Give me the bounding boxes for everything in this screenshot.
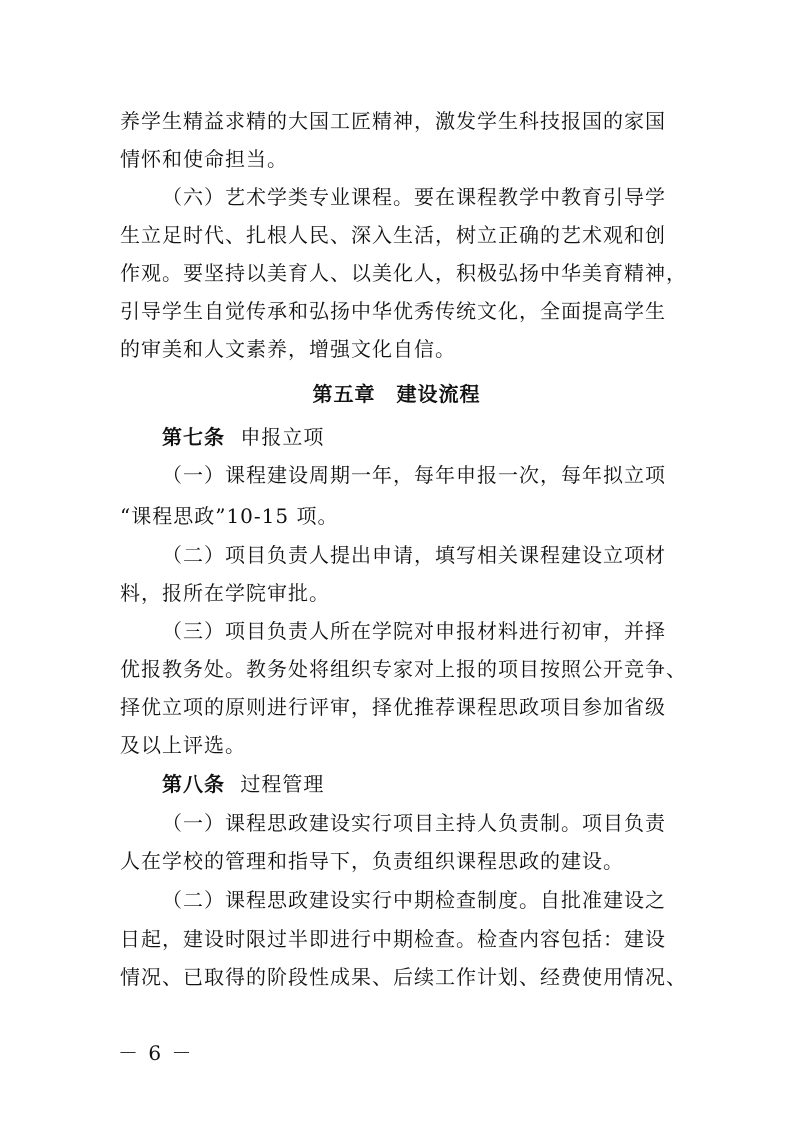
body-line: （一）课程思政建设实行项目主持人负责制。项目负责 xyxy=(162,811,666,835)
body-line: 情况、已取得的阶段性成果、后续工作计划、经费使用情况、 xyxy=(120,965,687,989)
body-line: 日起，建设时限过半即进行中期检查。检查内容包括：建设 xyxy=(120,927,666,951)
body-line: 养学生精益求精的大国工匠精神，激发学生科技报国的家国 xyxy=(120,109,666,133)
body-line: （二）项目负责人提出申请，填写相关课程建设立项材 xyxy=(162,543,666,567)
body-line: （二）课程思政建设实行中期检查制度。自批准建设之 xyxy=(162,888,666,912)
body-line: （六）艺术学类专业课程。要在课程教学中教育引导学 xyxy=(162,185,666,209)
body-line: 及以上评选。 xyxy=(120,733,246,757)
body-line: 料，报所在学院审批。 xyxy=(120,581,330,605)
body-line: 作观。要坚持以美育人、以美化人，积极弘扬中华美育精神， xyxy=(120,261,687,285)
article-title: 申报立项 xyxy=(240,425,325,449)
body-line: （三）项目负责人所在学院对申报材料进行初审，并择 xyxy=(162,619,666,643)
article-heading-line xyxy=(162,764,682,804)
body-line: “课程思政”10-15 项。 xyxy=(120,504,339,528)
article-heading-line xyxy=(162,417,682,457)
body-line: 引导学生自觉传承和弘扬中华优秀传统文化，全面提高学生 xyxy=(120,299,666,323)
article-number: 第七条 xyxy=(162,425,225,449)
body-line: 人在学校的管理和指导下，负责组织课程思政的建设。 xyxy=(120,849,624,873)
body-line: 优报教务处。教务处将组织专家对上报的项目按照公开竞争、 xyxy=(120,657,687,681)
body-line: 的审美和人文素养，增强文化自信。 xyxy=(120,337,456,361)
body-line: （一）课程建设周期一年，每年申报一次，每年拟立项 xyxy=(162,463,666,487)
body-line: 择优立项的原则进行评审，择优推荐课程思政项目参加省级 xyxy=(120,695,666,719)
chapter-title: 第五章 建设流程 xyxy=(312,382,481,406)
body-line: 生立足时代、扎根人民、深入生活，树立正确的艺术观和创 xyxy=(120,223,666,247)
article-title: 过程管理 xyxy=(240,772,325,796)
body-line: 情怀和使命担当。 xyxy=(120,147,288,171)
article-number: 第八条 xyxy=(162,772,225,796)
page-number: － 6 － xyxy=(118,1041,194,1065)
